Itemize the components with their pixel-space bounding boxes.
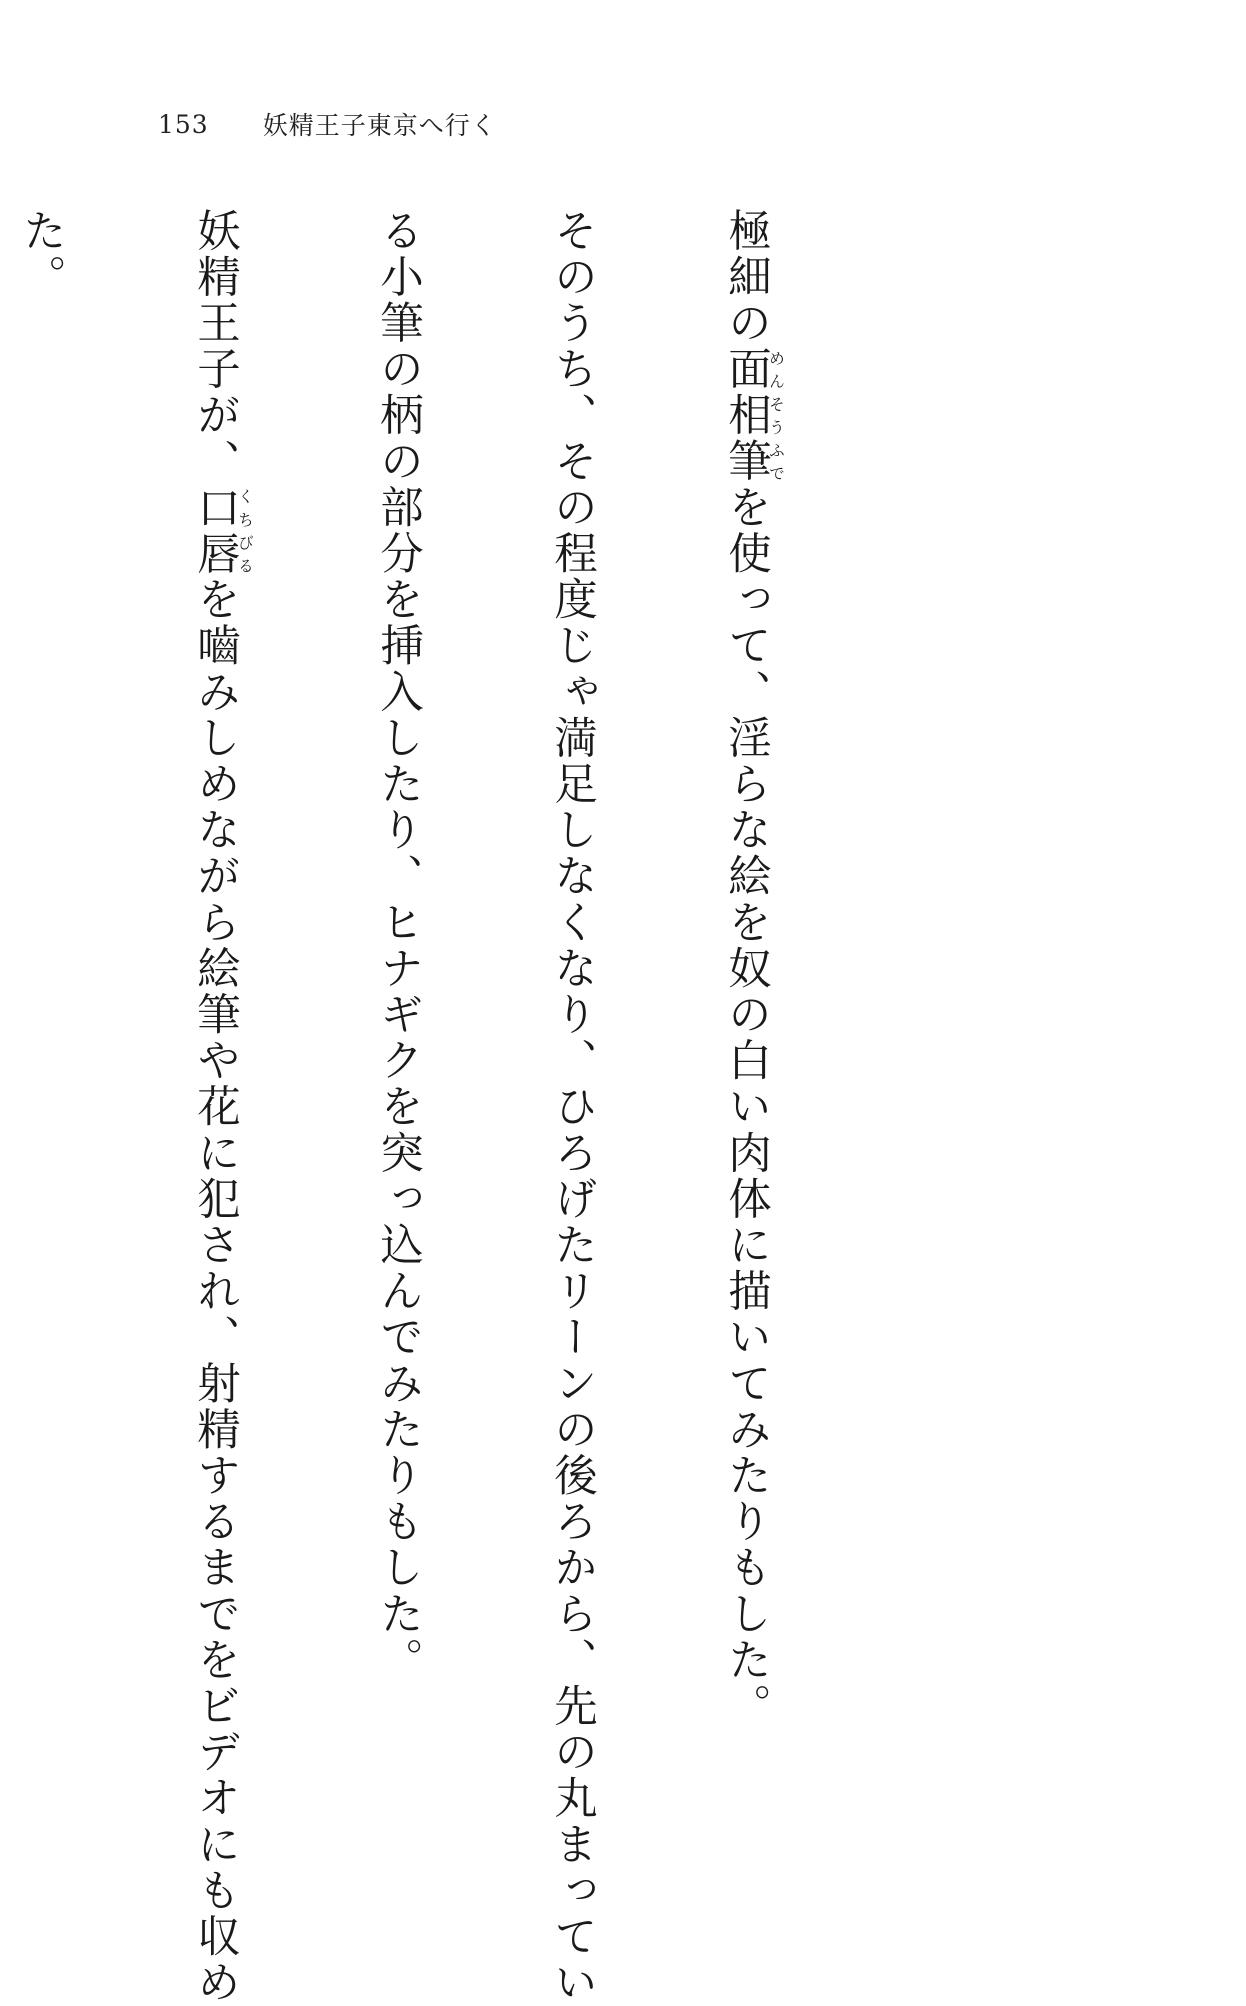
ruby-mensoufude: 面相筆めんそうふで <box>721 346 786 485</box>
page-header <box>158 104 497 144</box>
book-title: 妖精王子東京へ行く <box>262 111 497 140</box>
body-text <box>16 208 900 2006</box>
ruby-mensoufude-reading: めんそうふで <box>766 346 786 485</box>
text-line: 極細の面相筆めんそうふでを使って、淫らな絵を奴の白い肉体に描いてみたりもした。 <box>721 208 786 1730</box>
page-number: 153 <box>158 109 209 139</box>
ruby-kuchibiru-reading: くちびる <box>235 484 255 577</box>
text-line: 妖精王子が、口唇くちびるを嚙みしめながら絵筆や花に犯され、射精するまでをビデオにも収め <box>190 208 255 2006</box>
ruby-kuchibiru: 口唇くちびる <box>190 484 255 577</box>
text-line: る小筆の柄の部分を挿入したり、ヒナギクを突っ込んでみたりもした。 <box>373 208 423 1684</box>
text-line: そのうち、その程度じゃ満足しなくなり、ひろげたリーンの後ろから、先の丸まってい <box>547 208 597 2006</box>
text-line: た。 <box>16 208 66 301</box>
